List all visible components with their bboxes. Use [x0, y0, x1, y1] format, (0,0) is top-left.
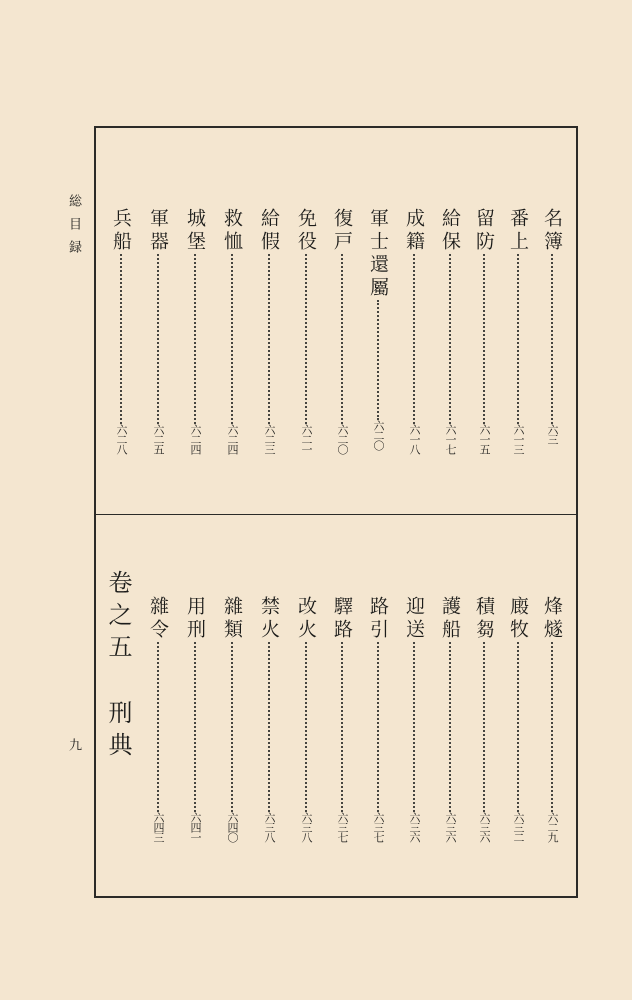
toc-entry [471, 208, 497, 454]
leader-dots [231, 254, 233, 424]
toc-entry [539, 208, 565, 444]
leader-dots [305, 254, 307, 424]
entry-page: 六二四 [189, 424, 202, 454]
entry-page: 六四〇 [226, 812, 239, 842]
entry-title: 成籍 [403, 208, 425, 254]
entry-page: 六三七 [336, 812, 349, 842]
entry-title: 改火 [295, 596, 317, 642]
entry-title: 積芻 [473, 596, 495, 642]
toc-entry [329, 208, 355, 454]
entry-page: 六一八 [408, 424, 421, 454]
toc-entry [256, 208, 282, 454]
entry-title: 廄牧 [507, 596, 529, 642]
entry-title: 禁火 [258, 596, 280, 642]
entry-title: 雜令 [147, 596, 169, 642]
leader-dots [449, 254, 451, 424]
entry-title: 驛路 [331, 596, 353, 642]
toc-entry [219, 596, 245, 842]
leader-dots [413, 642, 415, 812]
entry-page: 六三六 [478, 812, 491, 842]
toc-entry [365, 208, 391, 450]
leader-dots [377, 300, 379, 420]
entry-title: 烽燧 [541, 596, 563, 642]
leader-dots [377, 642, 379, 812]
leader-dots [413, 254, 415, 424]
toc-entry [505, 596, 531, 842]
entry-title: 路引 [367, 596, 389, 642]
running-header: 総目録 [66, 194, 81, 263]
entry-page: 六二〇 [372, 420, 385, 450]
toc-entry [182, 596, 208, 842]
section-divider [96, 514, 578, 515]
toc-entry [108, 208, 134, 454]
toc-entry [145, 596, 171, 842]
toc-entry [145, 208, 171, 454]
entry-title: 救恤 [221, 208, 243, 254]
leader-dots [449, 642, 451, 812]
leader-dots [120, 254, 122, 424]
entry-page: 六三六 [408, 812, 421, 842]
entry-title: 軍器 [147, 208, 169, 254]
toc-entry [401, 596, 427, 842]
entry-title: 名簿 [541, 208, 563, 254]
entry-title: 免役 [295, 208, 317, 254]
entry-title: 用刑 [184, 596, 206, 642]
entry-title: 兵船 [110, 208, 132, 254]
leader-dots [517, 642, 519, 812]
toc-entry [329, 596, 355, 842]
toc-entry [505, 208, 531, 454]
entry-title: 城堡 [184, 208, 206, 254]
entry-title: 給假 [258, 208, 280, 254]
entry-title: 護船 [439, 596, 461, 642]
entry-page: 六三七 [372, 812, 385, 842]
toc-entry [293, 596, 319, 842]
leader-dots [341, 642, 343, 812]
entry-page: 六三八 [263, 812, 276, 842]
toc-entry [401, 208, 427, 454]
entry-page: 六二〇 [336, 424, 349, 454]
entry-page: 六四三 [152, 812, 165, 842]
entry-title: 雜類 [221, 596, 243, 642]
volume-heading [103, 570, 133, 764]
toc-entry [256, 596, 282, 842]
entry-page: 六二一 [300, 424, 313, 454]
leader-dots [231, 642, 233, 812]
leader-dots [551, 254, 553, 424]
entry-title: 軍士還屬 [367, 208, 389, 300]
entry-page: 六二四 [226, 424, 239, 454]
toc-entry [293, 208, 319, 454]
toc-entry [365, 596, 391, 842]
leader-dots [268, 642, 270, 812]
leader-dots [551, 642, 553, 812]
entry-page: 六二三 [263, 424, 276, 454]
entry-title: 迎送 [403, 596, 425, 642]
entry-page: 六二五 [152, 424, 165, 454]
entry-page: 六一五 [478, 424, 491, 454]
entry-title: 留防 [473, 208, 495, 254]
leader-dots [157, 254, 159, 424]
volume-section-name: 刑典 [104, 700, 132, 764]
toc-entry [437, 596, 463, 842]
toc-entry [539, 596, 565, 842]
toc-entry [182, 208, 208, 454]
toc-entry [471, 596, 497, 842]
toc-entry [219, 208, 245, 454]
toc-entry [437, 208, 463, 454]
leader-dots [483, 642, 485, 812]
entry-page: 六三八 [300, 812, 313, 842]
entry-page: 六二九 [546, 812, 559, 842]
leader-dots [341, 254, 343, 424]
entry-page: 六三六 [444, 812, 457, 842]
leader-dots [517, 254, 519, 424]
leader-dots [483, 254, 485, 424]
leader-dots [194, 642, 196, 812]
volume-number: 卷之五 [104, 570, 132, 666]
leader-dots [305, 642, 307, 812]
entry-title: 番上 [507, 208, 529, 254]
entry-page: 六二八 [115, 424, 128, 454]
entry-page: 六四一 [189, 812, 202, 842]
entry-title: 給保 [439, 208, 461, 254]
entry-page: 六一七 [444, 424, 457, 454]
entry-page: 六三 [546, 424, 559, 444]
leader-dots [194, 254, 196, 424]
page-number: 九 [66, 738, 81, 761]
leader-dots [268, 254, 270, 424]
entry-page: 六三二 [512, 812, 525, 842]
entry-title: 復戸 [331, 208, 353, 254]
entry-page: 六一三 [512, 424, 525, 454]
leader-dots [157, 642, 159, 812]
